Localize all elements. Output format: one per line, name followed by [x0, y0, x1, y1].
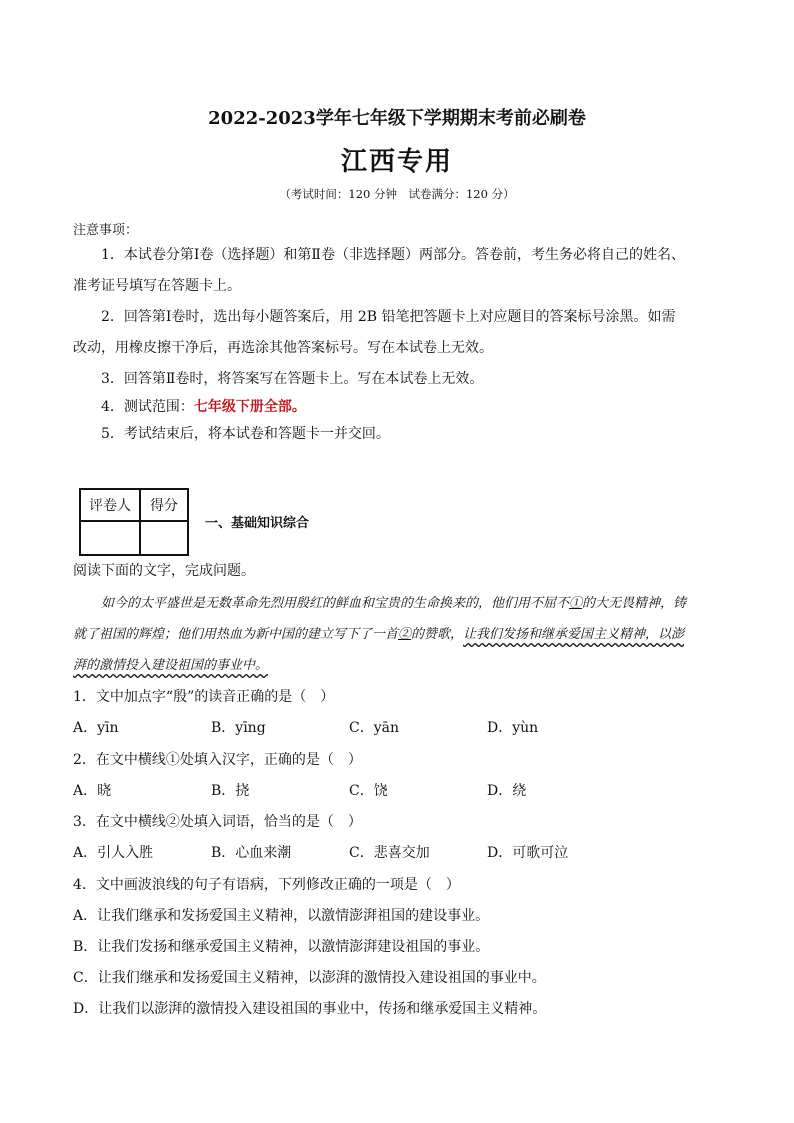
- q4-option-b[interactable]: B．让我们发扬和继承爱国主义精神，以激情澎湃建设祖国的事业。: [73, 939, 490, 955]
- score-cell[interactable]: [140, 521, 188, 555]
- question-3-stem: 3．在文中横线②处填入词语，恰当的是（ ）: [73, 814, 362, 830]
- q3-option-a[interactable]: A．引人入胜: [73, 845, 154, 861]
- wavy-sentence: 让我们发扬和继承爱国主义精神，以澎湃的激情投入建设祖国的事业中。: [73, 627, 685, 673]
- section-title: 一、基础知识综合: [205, 516, 310, 531]
- q4-option-a[interactable]: A．让我们继承和发扬爱国主义精神，以激情澎湃祖国的建设事业。: [73, 908, 490, 924]
- question-2-stem: 2．在文中横线①处填入汉字，正确的是（ ）: [73, 752, 362, 768]
- reading-instruction: 阅读下面的文字，完成问题。: [73, 563, 255, 579]
- exam-info: （考试时间：120 分钟 试卷满分：120 分）: [279, 187, 515, 201]
- test-scope: 七年级下册全部。: [193, 399, 306, 415]
- note-item-1: 1．本试卷分第Ⅰ卷（选择题）和第Ⅱ卷（非选择题）两部分。答卷前，考生务必将自己的姓名、准考证号填写在答题卡上。: [73, 247, 685, 294]
- q1-option-b[interactable]: B．yīng: [211, 720, 266, 736]
- notes-heading: 注意事项：: [73, 223, 139, 238]
- q3-option-d[interactable]: D．可歌可泣: [487, 845, 569, 861]
- blank-1: ①: [569, 596, 583, 611]
- exam-title: 2022-2023学年七年级下学期期末考前必刷卷: [208, 108, 586, 129]
- q2-option-c[interactable]: C．饶: [349, 783, 388, 799]
- q1-option-d[interactable]: D．yùn: [487, 720, 539, 736]
- grader-cell[interactable]: [80, 521, 140, 555]
- q3-option-c[interactable]: C．悲喜交加: [349, 845, 430, 861]
- q3-option-b[interactable]: B．心血来潮: [211, 845, 292, 861]
- q4-option-c[interactable]: C．让我们继承和发扬爱国主义精神，以澎湃的激情投入建设祖国的事业中。: [73, 970, 546, 986]
- q4-option-d[interactable]: D．让我们以澎湃的激情投入建设祖国的事业中，传扬和继承爱国主义精神。: [73, 1001, 547, 1017]
- reading-passage: 如今的太平盛世是无数革命先烈用殷红的鲜血和宝贵的生命换来的，他们用不屈不①的大无畏精神，铸就了祖国的辉煌；他们用热血为新中国的建立写下了一首②的赞歌，让我们发扬和继承爱国主义精神，以澎湃的激情投入建设祖国的事业中。: [73, 596, 687, 673]
- q2-option-d[interactable]: D．绕: [487, 783, 527, 799]
- question-1-stem: 1．文中加点字“殷”的读音正确的是（ ）: [73, 689, 335, 705]
- q1-option-a[interactable]: A．yīn: [73, 720, 119, 736]
- score-table-score-header: 得分: [140, 489, 188, 521]
- q2-option-b[interactable]: B．挠: [211, 783, 250, 799]
- note-item-2: 2．回答第Ⅰ卷时，选出每小题答案后，用 2B 铅笔把答题卡上对应题目的答案标号涂黑。如需改动，用橡皮擦干净后，再选涂其他答案标号。写在本试卷上无效。: [73, 309, 676, 356]
- score-table-grader-header: 评卷人: [80, 489, 140, 521]
- question-4-stem: 4．文中画波浪线的句子有语病，下列修改正确的一项是（ ）: [73, 877, 460, 893]
- note-item-5: 5．考试结束后，将本试卷和答题卡一并交回。: [101, 426, 390, 442]
- q1-option-c[interactable]: C．yān: [349, 720, 399, 736]
- exam-subtitle: 江西专用: [340, 147, 453, 177]
- score-table: [79, 488, 189, 556]
- q2-option-a[interactable]: A．晓: [73, 783, 112, 799]
- note-item-4: 4．测试范围：七年级下册全部。: [101, 399, 306, 415]
- blank-2: ②: [398, 627, 412, 642]
- note-item-3: 3．回答第Ⅱ卷时，将答案写在答题卡上。写在本试卷上无效。: [101, 371, 484, 387]
